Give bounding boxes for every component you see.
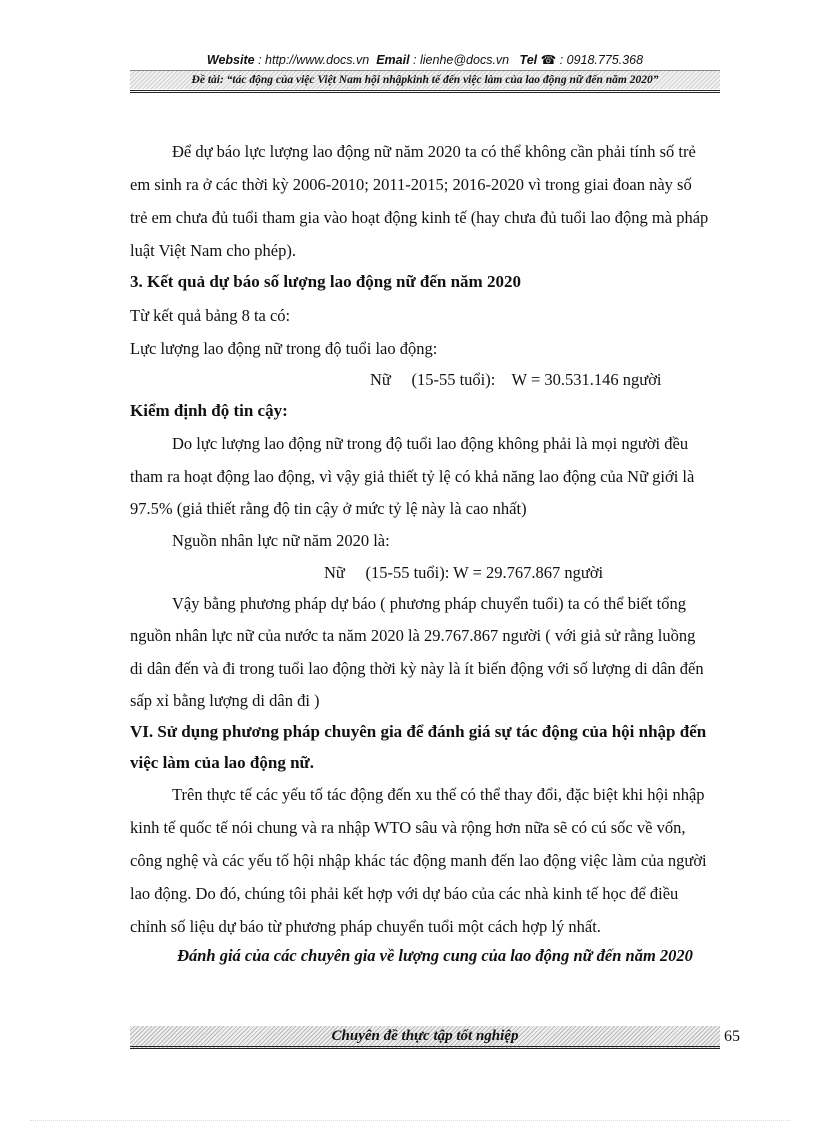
- paragraph-line: Do lực lượng lao động nữ trong độ tuổi lao động không phải là mọi người đều: [172, 434, 689, 453]
- email-value: : lienhe@docs.vn: [413, 53, 510, 67]
- header-contact: [130, 52, 720, 67]
- page-number: 65: [724, 1028, 740, 1045]
- paragraph-line: Nguồn nhân lực nữ năm 2020 là:: [172, 531, 390, 550]
- footer-title: Chuyên đề thực tập tốt nghiệp: [130, 1026, 720, 1049]
- tel-label: Tel ☎: [519, 53, 557, 67]
- paragraph-line: em sinh ra ở các thời kỳ 2006-2010; 2011-2015; 2016-2020 vì trong giai đoan này số: [130, 175, 692, 194]
- paragraph-line: chỉnh số liệu dự báo từ phương pháp chuyển tuổi một cách hợp lý nhất.: [130, 917, 601, 936]
- paragraph-line: Lực lượng lao động nữ trong độ tuổi lao động:: [130, 339, 438, 358]
- paragraph-line: 97.5% (giả thiết rằng độ tin cậy ở mức tỷ lệ này là cao nhất): [130, 499, 527, 518]
- paragraph-line: luật Việt Nam cho phép).: [130, 241, 296, 260]
- heading-reliability: Kiểm định độ tin cậy:: [130, 401, 288, 420]
- header-topic: Đề tài: “tác động của việc Việt Nam hội nhậpkinh tế đến việc làm của lao động nữ đến năm 2020”: [130, 70, 720, 89]
- email-label: Email: [376, 53, 410, 67]
- paragraph-line: Để dự báo lực lượng lao động nữ năm 2020 ta có thể không cần phải tính số trẻ: [172, 142, 696, 161]
- paragraph-line: trẻ em chưa đủ tuổi tham gia vào hoạt động kinh tế (hay chưa đủ tuổi lao động mà pháp: [130, 208, 709, 227]
- tel-value: : 0918.775.368: [559, 53, 644, 67]
- website-value: : http://www.docs.vn: [258, 53, 370, 67]
- paragraph-line: sấp xỉ bằng lượng di dân đi ): [130, 691, 320, 710]
- section-heading-3: 3. Kết quả dự báo số lượng lao động nữ đến năm 2020: [130, 272, 521, 291]
- paragraph-line: Vậy bằng phương pháp dự báo ( phương pháp chuyển tuổi) ta có thể biết tổng: [172, 594, 686, 613]
- paragraph-line: kinh tế quốc tế nói chung và ra nhập WTO sâu và rộng hơn nữa sẽ có cú sốc về vốn,: [130, 818, 686, 837]
- header-divider: [130, 90, 720, 93]
- paragraph-line: lao động. Do đó, chúng tôi phải kết hợp với dự báo của các nhà kinh tế học để điều: [130, 884, 679, 903]
- bottom-dotted-line: [30, 1120, 790, 1121]
- paragraph-line: di dân đến và đi trong tuổi lao động thời kỳ này là ít biến động với số lượng di dân đến: [130, 659, 704, 678]
- section-heading-vi-cont: việc làm của lao động nữ.: [130, 753, 314, 772]
- paragraph-line: nguồn nhân lực nữ của nước ta năm 2020 là 29.767.867 người ( với giả sử rằng luồng: [130, 626, 696, 645]
- formula-line: Nữ (15-55 tuổi): W = 29.767.867 người: [324, 563, 604, 582]
- paragraph-line: Từ kết quả bảng 8 ta có:: [130, 306, 291, 325]
- section-heading-vi: VI. Sử dụng phương pháp chuyên gia để đánh giá sự tác động của hội nhập đến: [130, 722, 707, 741]
- paragraph-line: công nghệ và các yếu tố hội nhập khác tác động manh đến lao động việc làm của người: [130, 851, 707, 870]
- table-caption: Đánh giá của các chuyên gia về lượng cung của lao động nữ đến năm 2020: [177, 946, 693, 965]
- paragraph-line: Trên thực tế các yếu tố tác động đến xu thế có thể thay đổi, đặc biệt khi hội nhập: [172, 785, 705, 804]
- paragraph-line: tham ra hoạt động lao động, vì vậy giả thiết tỷ lệ có khả năng lao động của Nữ giới là: [130, 467, 695, 486]
- website-label: Website: [206, 53, 255, 67]
- formula-line: Nữ (15-55 tuổi): W = 30.531.146 người: [370, 370, 662, 389]
